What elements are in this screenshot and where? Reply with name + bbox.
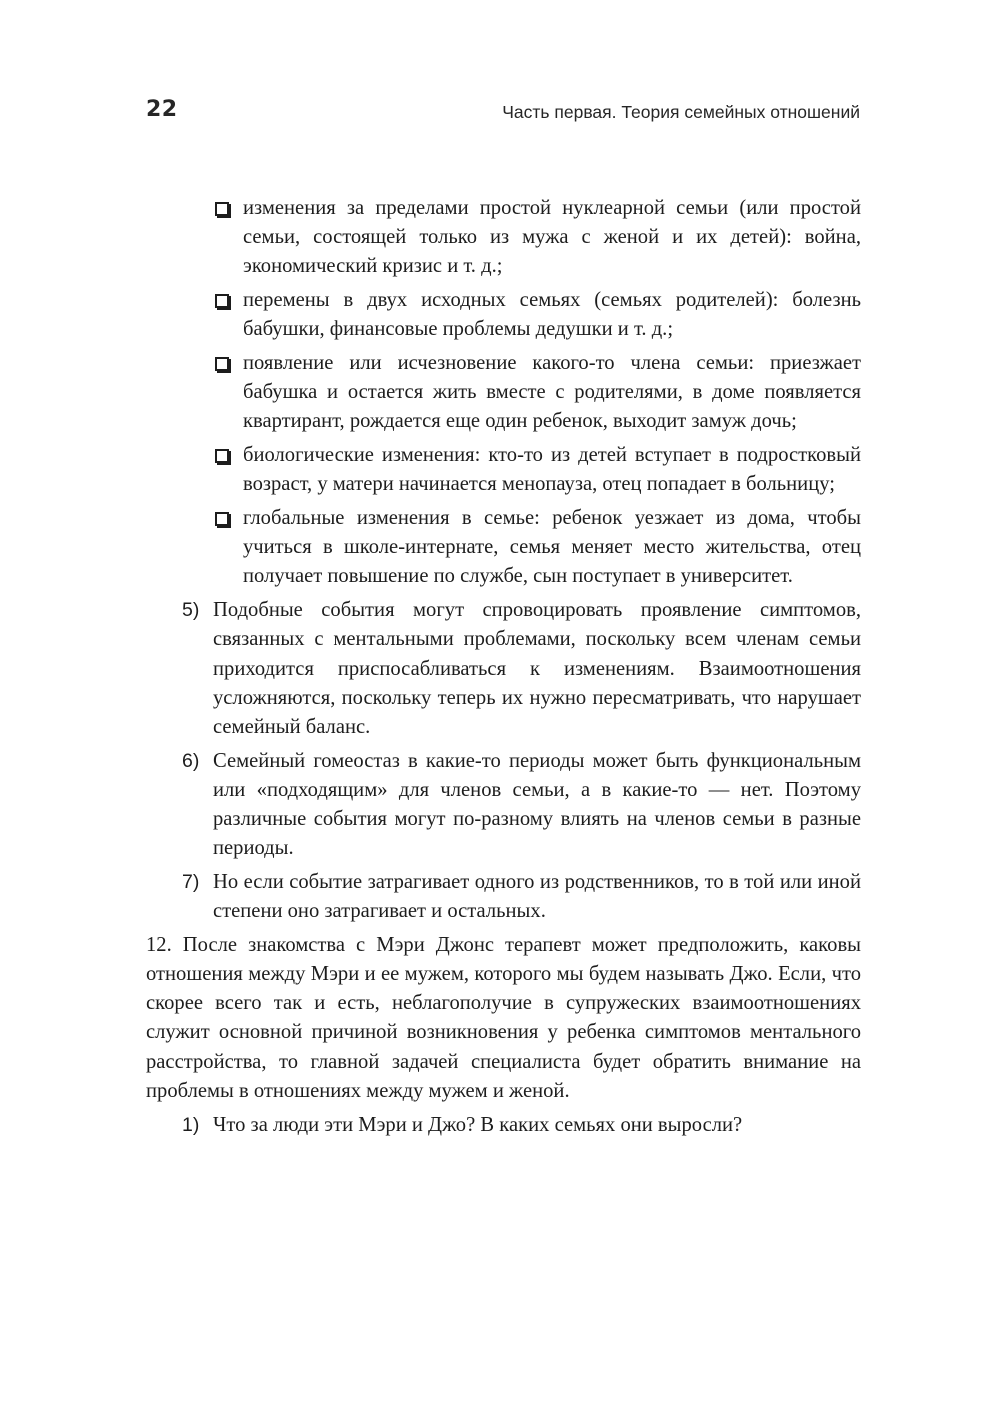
numbered-item (146, 868, 861, 926)
list-item (146, 349, 861, 437)
numbered-item-text: Что за люди эти Мэри и Джо? В каких семьях они выросли? (213, 1114, 743, 1137)
list-item (146, 286, 861, 344)
checkbox-bullet-icon (215, 294, 229, 308)
numbered-list (146, 596, 861, 926)
list-item (146, 194, 861, 282)
list-item-text: появление или исчезновение какого-то члена семьи: приезжает бабушка и остается жить вместе с родителями, в доме появляется квартирант, рождается еще один ребенок, выходит замуж дочь; (243, 352, 861, 433)
checkbox-bullet-icon (215, 202, 229, 216)
list-item-text: изменения за пределами простой нуклеарной семьи (или простой семьи, состоящей только из мужа с женой и их детей): война, экономический кризис и т. д.; (243, 197, 861, 278)
list-item (146, 441, 861, 499)
page-number: 22 (146, 97, 178, 122)
numbered-item (146, 596, 861, 742)
paragraph: 12. После знакомства с Мэри Джонс терапевт может предположить, каковы отношения между Мэри и ее мужем, которого мы будем называть Джо. Если, что скорее всего так и есть, неблагополучие в супружеских взаимоотношениях служит основной причиной возникновения у ребенка симптомов ментального расстройства, то главной задачей специалиста будет обратить внимание на проблемы в отношениях между мужем и женой. (146, 933, 861, 1102)
numbered-item (146, 1111, 861, 1140)
numbered-item-text: Но если событие затрагивает одного из родственников, то в той или иной степени оно затрагивает и остальных. (213, 870, 861, 923)
checkbox-bullet-icon (215, 512, 229, 526)
list-item (146, 504, 861, 592)
numbered-item-text: Подобные события могут спровоцировать проявление симптомов, связанных с ментальными проблемами, поскольку всем членам семьи приходится приспосабливаться к изменениям. Взаимоотношения усложняются, поскольку теперь их нужно пересматривать, что нарушает семейный баланс. (213, 599, 861, 738)
item-number: 5) (182, 599, 200, 622)
list-item-text: биологические изменения: кто-то из детей вступает в подростковый возраст, у матери начинается менопауза, отец попадает в больницу; (243, 444, 861, 496)
list-item-text: перемены в двух исходных семьях (семьях родителей): болезнь бабушки, финансовые проблемы дедушки и т. д.; (243, 289, 861, 341)
checkbox-bullet-icon (215, 449, 229, 463)
item-number: 6) (182, 749, 200, 772)
page-body (146, 194, 861, 1145)
numbered-list (146, 1111, 861, 1140)
running-header: Часть первая. Теория семейных отношений (502, 102, 860, 122)
item-number: 7) (182, 870, 200, 893)
checkbox-bullet-icon (215, 357, 229, 371)
numbered-item-text: Семейный гомеостаз в какие-то периоды может быть функциональным или «подходящим» для членов семьи, а в какие-то — нет. Поэтому различные события могут по-разному влиять на членов семьи в разные периоды. (213, 749, 861, 860)
item-number: 1) (182, 1114, 200, 1137)
bullet-list (146, 194, 861, 592)
list-item-text: глобальные изменения в семье: ребенок уезжает из дома, чтобы учиться в школе-интернате, семья меняет место жительства, отец получает повышение по службе, сын поступает в университет. (243, 507, 861, 588)
numbered-item (146, 747, 861, 864)
